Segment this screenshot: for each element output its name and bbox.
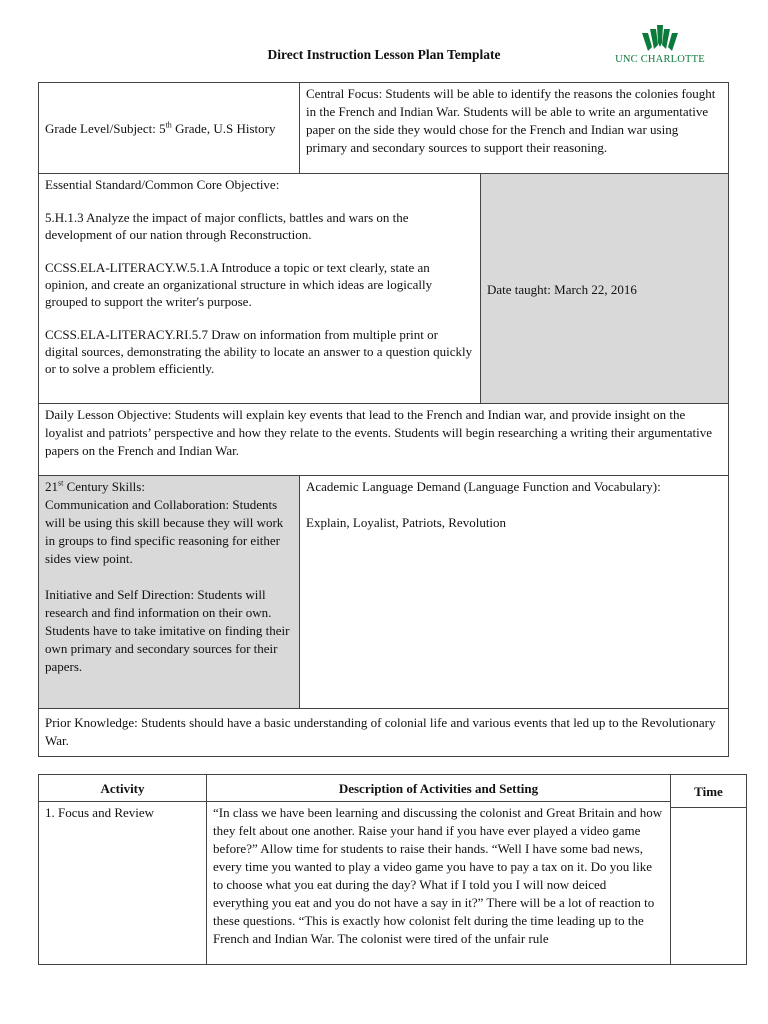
grade-level-cell [38, 82, 300, 174]
standard-reading: CCSS.ELA-LITERACY.RI.5.7 Draw on information from multiple print or digital sources, demonstrating the ability to locate an answer to a question quickly or to solve a problem efficiently. [45, 327, 473, 376]
skills-heading: 21st Century Skills: [45, 478, 145, 494]
logo-text: UNC CHARLOTTE [615, 54, 705, 65]
academic-language-words: Explain, Loyalist, Patriots, Revolution [306, 515, 507, 530]
skills-communication: Communication and Collaboration: Students will be using this skill because they will work in groups to find specific reasoning for either sides view point. [45, 497, 284, 566]
standards-heading: Essential Standard/Common Core Objective: [45, 177, 280, 192]
activity-cell-focus: 1. Focus and Review [38, 801, 207, 965]
standard-history: 5.H.1.3 Analyze the impact of major conflicts, battles and wars on the development of our nation through Reconstruction. [45, 210, 409, 242]
academic-language-heading: Academic Language Demand (Language Function and Vocabulary): [306, 479, 661, 494]
crown-icon [638, 23, 682, 53]
unc-charlotte-logo [607, 23, 713, 73]
central-focus-cell [299, 82, 729, 174]
daily-objective-cell [38, 403, 729, 476]
date-taught-cell [480, 173, 729, 404]
grade-level-text: Grade Level/Subject: 5th Grade, U.S History [45, 120, 276, 136]
description-cell-focus: “In class we have been learning and discussing the colonist and Great Britain and how they felt about one another. Raise your hand if you have ever played a video game before?” Allow time for students to raise their hands. “Well I have some bad news, every time you wanted to play a video game you have to pay a tax on it. Do you like to choose what you eat during the day? What if I told you I will now deiced everything you eat and you do not have a say in it?” There will be a lot of reaction to these questions. “This is exactly how colonist felt during the time leading up to the French and Indian War. The colonist were tired of the unfair rule [206, 801, 671, 965]
academic-language-cell [299, 475, 729, 709]
time-header: Time [670, 774, 747, 808]
prior-knowledge-text: Prior Knowledge: Students should have a basic understanding of colonial life and various events that led up to the Revolutionary War. [45, 715, 716, 748]
standards-cell [38, 173, 481, 404]
activity-header: Activity [38, 774, 207, 802]
page-title: Direct Instruction Lesson Plan Template [267, 47, 501, 62]
skills-cell [38, 475, 300, 709]
skills-initiative: Initiative and Self Direction: Students will research and find information on their own. Students have to take imitative on finding their own primary and secondary sources for their papers. [45, 587, 290, 674]
prior-knowledge-cell [38, 708, 729, 757]
description-header: Description of Activities and Setting [206, 774, 671, 802]
date-taught-text: Date taught: March 22, 2016 [487, 281, 637, 297]
daily-objective-text: Daily Lesson Objective: Students will explain key events that lead to the French and Indian war, and provide insight on the loyalist and patriots’ perspective and how they relate to the events. Students will begin researching a writing their argumentative papers on the French and Indian War. [45, 407, 713, 458]
standard-writing: CCSS.ELA-LITERACY.W.5.1.A Introduce a topic or text clearly, state an opinion, and create an organizational structure in which ideas are logically grouped to support the writer's purpose. [45, 260, 433, 309]
central-focus-text: Central Focus: Students will be able to identify the reasons the colonies fought in the French and Indian War. Students will be able to write an argumentative paper on the side they would chose for the French and Indian war using primary and secondary sources to support their reasoning. [306, 86, 716, 155]
time-cell-focus [670, 807, 747, 965]
